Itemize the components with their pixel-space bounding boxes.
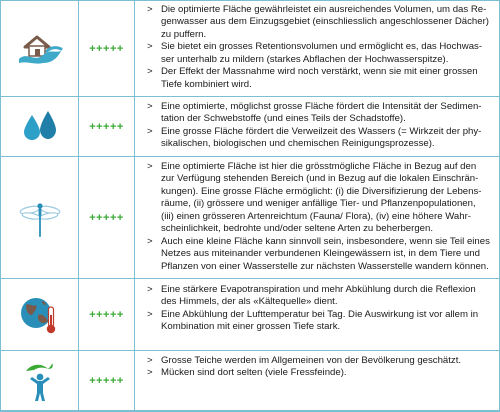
house-water-icon [17, 29, 63, 69]
rating-cell [79, 97, 135, 156]
text-line: zur Verfügung stehenden Bereich (und in Bezug auf die lokalen Einschrän- [161, 173, 479, 185]
text-line: Pflanzen von einer Wasserstelle zur nächsten Wasserstelle wandern können. [161, 260, 489, 272]
text-line: genwasser aus dem Einzugsgebiet (einschliesslich angeschlossener Dächer) [161, 16, 489, 28]
text-line: Tiefe kombiniert wird. [161, 78, 252, 90]
text-line: Kombination mit einer grossen Tiefe stark. [161, 321, 341, 333]
table-row [1, 1, 499, 97]
rating-cell [79, 157, 135, 278]
rating-value: +++++ [89, 42, 124, 55]
text-line: zu puffern. [161, 28, 207, 40]
table-row [1, 279, 499, 351]
table-row [1, 351, 499, 411]
icon-cell [1, 97, 79, 156]
description-cell [135, 97, 499, 156]
rating-value: +++++ [89, 375, 124, 387]
text-line: des Himmels, der als «Kältequelle» dient. [161, 296, 338, 308]
dragonfly-icon [18, 196, 62, 240]
text-line: > Grosse Teiche werden im Allgemeinen von der Bevölkerung geschätzt. [147, 355, 462, 366]
text-line: > Eine stärkere Evapotranspiration und mehr Abkühlung durch die Reflexion [147, 284, 476, 295]
text-line: > Eine grosse Fläche fördert die Verweilzeit des Wassers (= Wirkzeit der phy- [147, 125, 482, 137]
rating-cell [79, 279, 135, 350]
rating-cell [79, 1, 135, 96]
rating-value: +++++ [89, 308, 124, 321]
rating-cell [79, 351, 135, 411]
text-line: > Eine optimierte, möglichst grosse Fläche fördert die Intensität der Sedimen- [147, 101, 482, 112]
water-drops-icon [20, 109, 60, 145]
globe-thermometer-icon [18, 293, 62, 337]
text-line: (iii) einen grösseren Artenreichtum (Fauna/ Flora), (iv) eine höhere Wahr- [161, 210, 471, 222]
description-cell [135, 351, 499, 411]
rating-value: +++++ [89, 120, 124, 133]
text-line: räume, (ii) grössere und weniger anfällige Tier- und Pflanzenpopulationen, [161, 198, 476, 210]
rating-value: +++++ [89, 211, 124, 224]
text-line: > Eine Abkühlung der Lufttemperatur bei Tag. Die Auswirkung ist vor allem in [147, 308, 479, 320]
text-line: > Der Effekt der Massnahme wird noch verstärkt, wenn sie mit einer grossen [147, 66, 478, 78]
text-line: Netzes aus miteinander verbundenen Kleingewässern ist, in dem Tiere und [161, 248, 480, 260]
table-row [1, 97, 499, 157]
text-line: ser unterhalb zu mildern (starkes Abflachen der Hochwasserspitze). [161, 53, 449, 65]
icon-cell [1, 1, 79, 96]
description-cell [135, 157, 499, 278]
icon-cell [1, 157, 79, 278]
text-line: > Eine optimierte Fläche ist hier die grösstmögliche Fläche in Bezug auf den [147, 161, 477, 172]
text-line: > Die optimierte Fläche gewährleistet ein ausreichendes Volumen, um das Re- [147, 4, 487, 15]
description-cell [135, 279, 499, 350]
description-cell [135, 1, 499, 96]
text-line: > Auch eine kleine Fläche kann sinnvoll sein, insbesondere, wenn sie Teil eines [147, 235, 490, 247]
text-line: > Sie bietet ein grosses Retentionsvolumen und ermöglicht es, das Hochwas- [147, 41, 483, 53]
text-line: > Mücken sind dort selten (viele Fressfeinde). [147, 367, 347, 379]
text-line: sikalischen, biologischen und chemischen Reinigungsprozesse). [161, 138, 435, 150]
icon-cell [1, 351, 79, 411]
table-row [1, 157, 499, 279]
text-line: tation der Schwebstoffe (und eines Teils der Schadstoffe). [161, 113, 406, 125]
text-line: scheinlichkeit, bedrohte und/oder seltene Arten zu beherbergen. [161, 223, 434, 235]
person-nature-icon [18, 359, 62, 403]
text-line: kungen). Eine grosse Fläche ermöglicht: (i) die Diversifizierung der Lebens- [161, 185, 482, 197]
icon-cell [1, 279, 79, 350]
